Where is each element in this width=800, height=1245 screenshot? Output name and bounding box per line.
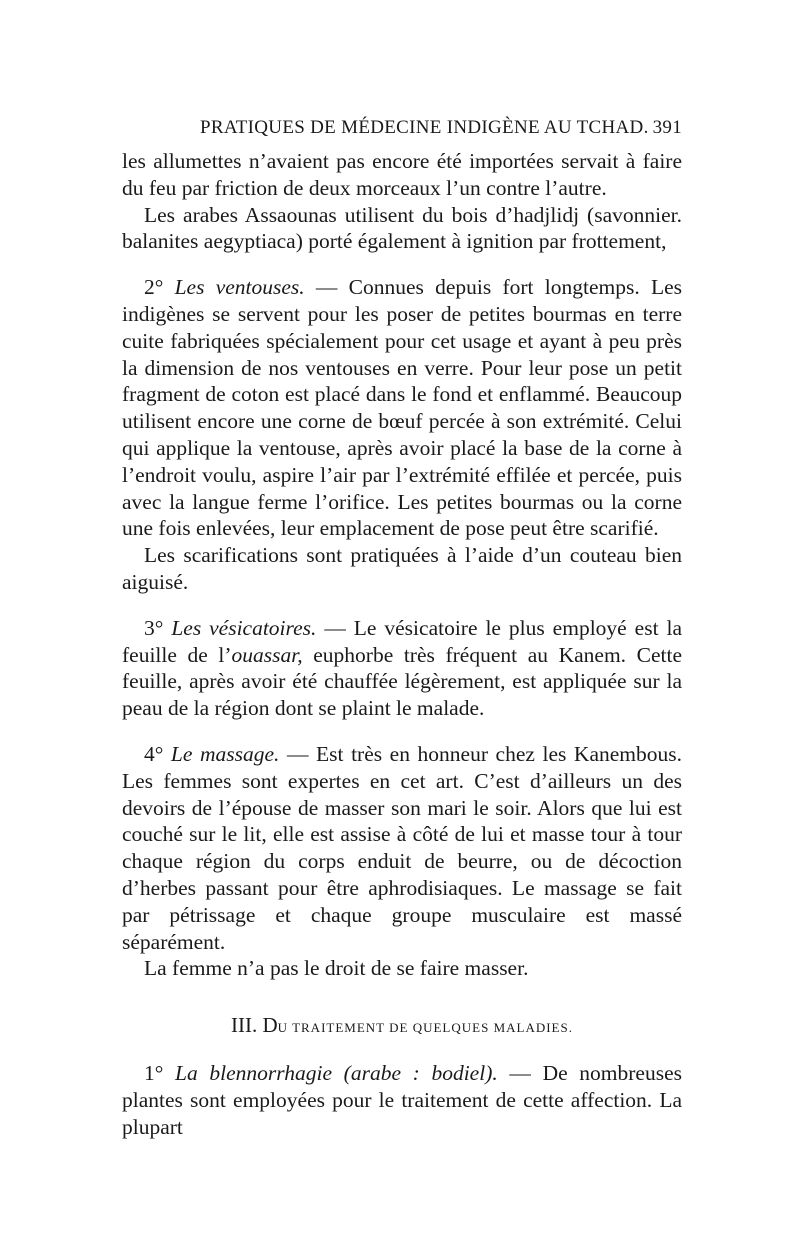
section-numeral: III. D	[231, 1013, 278, 1038]
item-title: La blennorrhagie	[175, 1061, 333, 1086]
item-number: 1°	[144, 1061, 164, 1086]
item-number: 4°	[144, 741, 164, 766]
spacer	[122, 596, 682, 615]
item-number: 2°	[144, 275, 164, 300]
spacer	[122, 1041, 682, 1060]
item-title: Le massage.	[170, 741, 280, 766]
spacer	[122, 722, 682, 741]
item-text: — Le vésicatoire le plus employé est la feuille de l’	[122, 615, 682, 667]
item-text: — De nombreuses plantes sont employées pour le traitement de cette affection. La plupart	[122, 1061, 682, 1139]
section-title: U TRAITEMENT DE QUELQUES MALADIES.	[277, 1020, 573, 1036]
item-title: Les vésicatoires.	[171, 615, 317, 640]
item-title: Les ventouses.	[174, 275, 305, 300]
paragraph-massage	[122, 741, 682, 955]
paragraph-blennorrhagie	[122, 1060, 682, 1140]
paragraph-assaounas: Les arabes Assaounas utilisent du bois d’hadjlidj (savonnier. balanites aegyptiaca) porté également à ignition par frottement,	[122, 202, 682, 254]
item-parenthetical: (arabe : bodiel).	[343, 1061, 498, 1086]
item-number: 3°	[144, 615, 164, 640]
item-text: — Connues depuis fort longtemps. Les indigènes se servent pour les poser de petites bourmas en terre cuite fabriquées spécialement pour cet usage et ayant à peu près la dimension de nos ventouses en verre. Pour leur pose un petit fragment de coton est placé dans le fond et enflammé. Beaucoup utilisent encore une corne de bœuf percée à son extrémité. Celui qui applique la ventouse, après avoir placé la base de la corne à l’endroit voulu, aspire l’air par l’extrémité effilée et percée, puis avec la langue ferme l’orifice. Les petites bourmas ou la corne une fois enlevées, leur emplacement de pose peut être scarifié.	[122, 275, 682, 541]
item-text: euphorbe très fréquent au Kanem. Cette feuille, après avoir été chauffée légèrement, est appliquée sur la peau de la région dont se plaint le malade.	[122, 642, 683, 721]
paragraph-ventouses	[122, 274, 682, 542]
page-number: 391	[652, 117, 682, 138]
section-heading	[122, 1012, 682, 1041]
paragraph-vesicatoires	[122, 615, 682, 722]
running-header	[122, 117, 682, 145]
paragraph-femme: La femme n’a pas le droit de se faire masser.	[144, 956, 529, 981]
page-body	[122, 148, 682, 1141]
running-title: PRATIQUES DE MÉDECINE INDIGÈNE AU TCHAD.	[200, 117, 649, 138]
paragraph-continuation: les allumettes n’avaient pas encore été importées servait à faire du feu par friction de deux morceaux l’un contre l’autre.	[122, 149, 682, 200]
spacer	[122, 982, 682, 1012]
italic-term: ouassar,	[231, 642, 303, 667]
spacer	[122, 255, 682, 274]
item-text: — Est très en honneur chez les Kanembous. Les femmes sont expertes en cet art. C’est d’ailleurs un des devoirs de l’épouse de masser son mari le soir. Alors que lui est couché sur le lit, elle est assise à côté de lui et masse tour à tour chaque région du corps enduit de beurre, ou de décoction d’herbes passant pour être aphrodisiaques. Le massage se fait par pétrissage et chaque groupe musculaire est massé séparément.	[122, 741, 682, 954]
paragraph-scarifications: Les scarifications sont pratiquées à l’aide d’un couteau bien aiguisé.	[122, 543, 682, 594]
